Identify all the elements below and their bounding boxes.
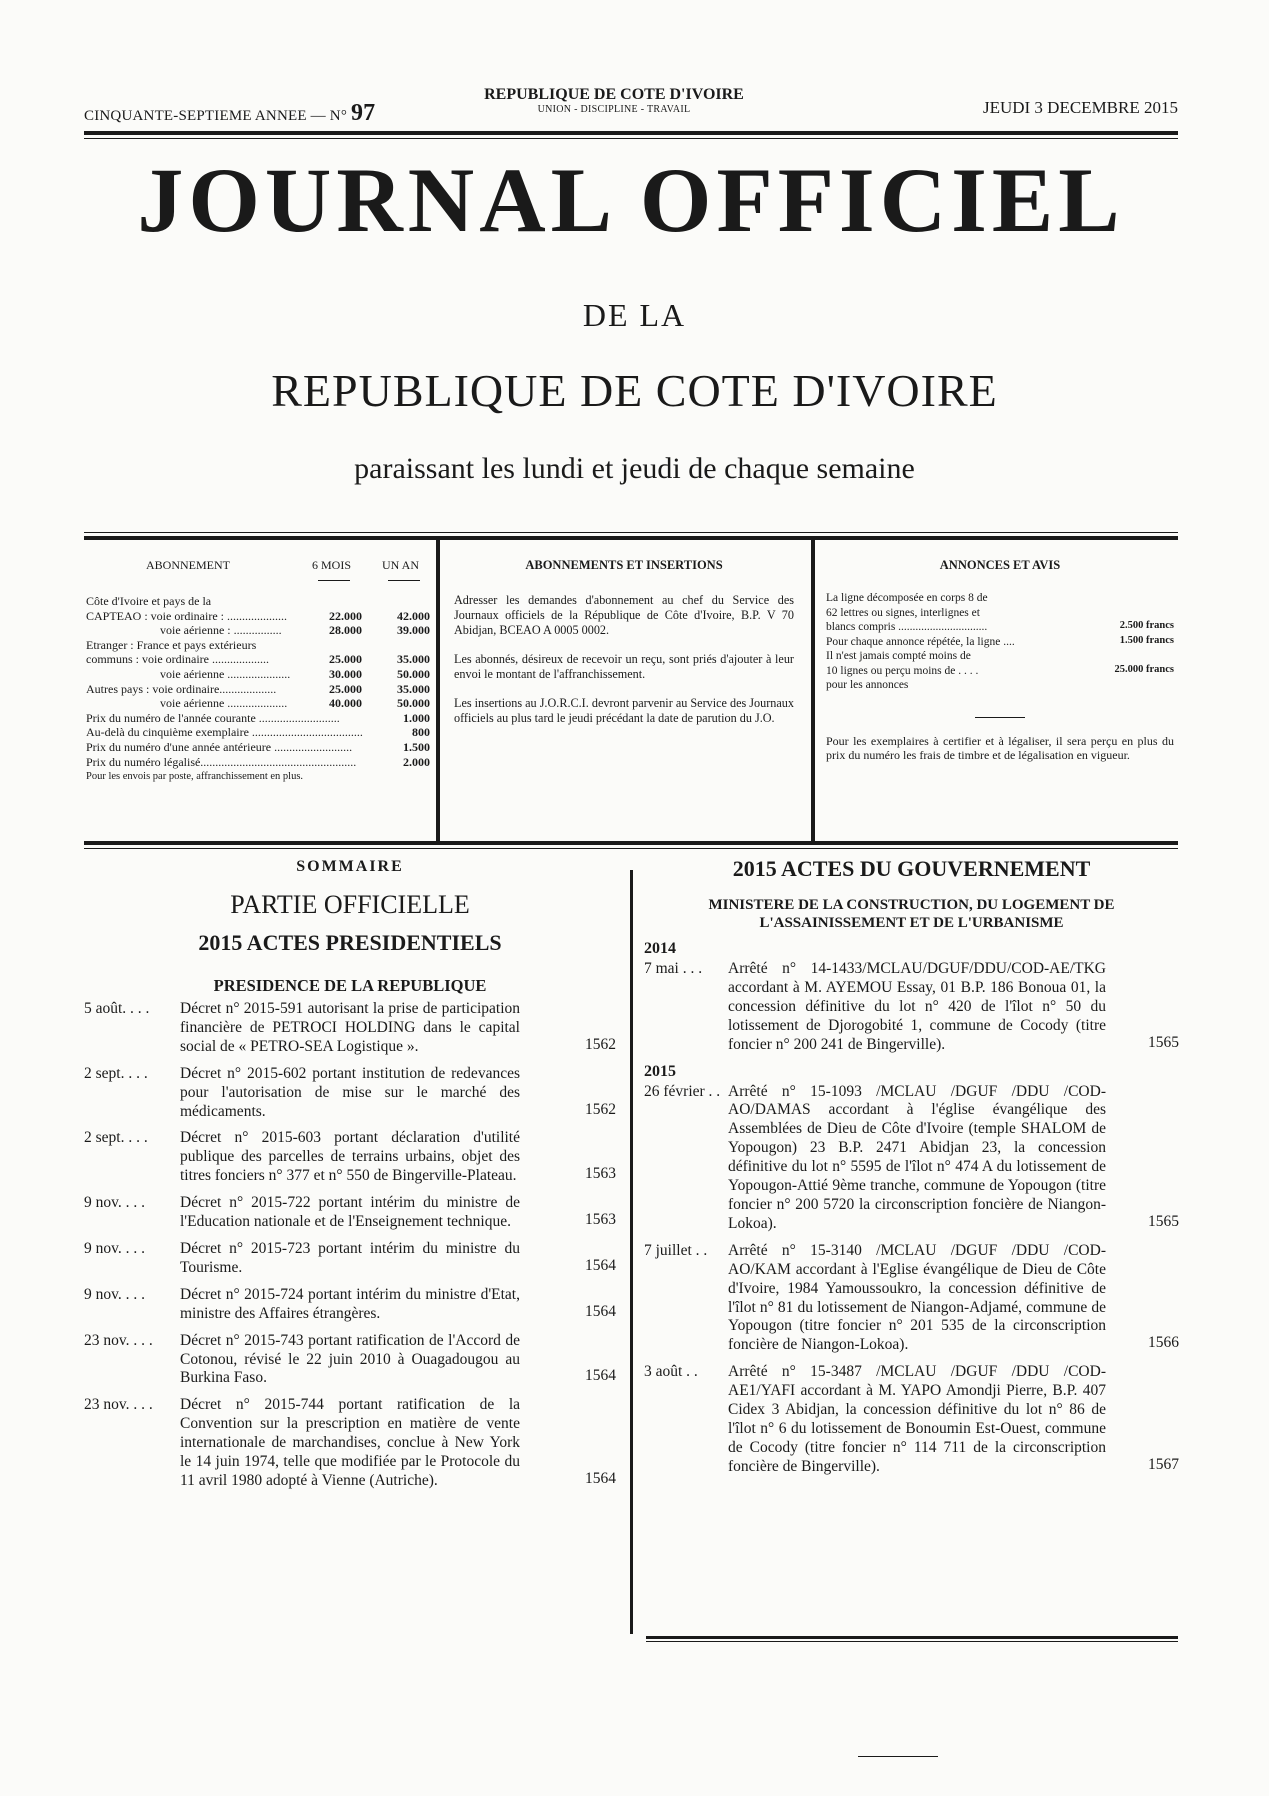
six-months-col: 6 MOIS	[312, 558, 352, 572]
abonnement-col-label: ABONNEMENT	[146, 558, 230, 572]
entry-date: 5 août. . . .	[84, 1000, 150, 1017]
entry-page-number: 1565	[1148, 1033, 1179, 1051]
entry-date: 23 nov. . . .	[84, 1331, 153, 1349]
column-divider	[630, 870, 633, 1634]
subscription-box	[84, 538, 1178, 841]
header-rule-thin	[84, 138, 1178, 139]
abonnement-row-label: Prix du numéro d'une année antérieure ..........................	[86, 739, 353, 754]
abonnement-row-one-year: 50.000	[397, 696, 430, 711]
annonce-rate-line	[826, 635, 1174, 650]
abonnement-row	[86, 711, 430, 726]
abonnement-row-one-year: 39.000	[397, 623, 430, 638]
abonnement-row	[86, 696, 430, 711]
abonnement-footnote: Pour les envois par poste, affranchissement en plus.	[86, 771, 304, 783]
sommaire-entry	[84, 1065, 616, 1122]
sommaire-title: SOMMAIRE	[296, 858, 404, 875]
abonnement-row-label: Prix du numéro de l'année courante ...........................	[86, 710, 340, 725]
title-de-la: DE LA	[582, 297, 687, 333]
annonce-rate-text: blancs compris ...............................	[826, 621, 988, 634]
entry-text: Décret n° 2015-744 portant ratification de la Convention sur la prescription en matière de vente internationale de marchandises, conclue à New York le 14 juin 1974, telle que modifiée par le Protocole du 11 avril 1980 adopté à Vienne (Autriche).	[180, 1396, 520, 1489]
abonnement-row-one-year: 800	[412, 725, 430, 740]
annonce-rate-price: 25.000 francs	[1114, 663, 1174, 675]
entry-date: 9 nov. . . .	[84, 1239, 145, 1257]
abonnement-row-six-months: 28.000	[329, 623, 362, 638]
entry-text: Arrêté n° 15-3140 /MCLAU /DGUF /DDU /COD-AO/KAM accordant à l'Eglise évangélique de Dieu de Côte d'Ivoire, 1984 Yamoussoukro, la concession définitive de l'îlot n° 81 du lotissement de Niangon-Adjamé, commune de Yopougon (titre foncier n° 201 535 de la circonscription foncière de Niangon-Lokoa).	[728, 1241, 1106, 1354]
annonce-rate-text: Il n'est jamais compté moins de	[826, 650, 971, 663]
entry-text: Décret n° 2015-722 portant intérim du ministre de l'Education nationale et de l'Enseignement technique.	[180, 1194, 520, 1231]
annonce-rate-line	[826, 591, 1174, 606]
entry-page-number: 1565	[1148, 1212, 1179, 1230]
state-name: REPUBLIQUE DE COTE D'IVOIRE	[484, 86, 744, 103]
abonnement-row	[86, 623, 430, 638]
issue-label	[84, 100, 375, 127]
entry-date: 3 août . .	[644, 1363, 698, 1381]
title-republique: REPUBLIQUE DE COTE D'IVOIRE	[271, 365, 998, 416]
abonnement-row-label: voie aérienne ....................	[160, 696, 288, 711]
entry-page-number: 1562	[585, 1100, 616, 1118]
sommaire-entry	[84, 1286, 616, 1324]
annonce-rate-line	[826, 649, 1174, 664]
abonnement-row-label: communs : voie ordinaire ...................	[86, 652, 269, 667]
annonce-rate-text: Pour chaque annonce répétée, la ligne ....	[826, 635, 1015, 648]
entry-text: Arrêté n° 15-1093 /MCLAU /DGUF /DDU /COD-AO/DAMAS accordant à l'église évangélique des Assemblées de Dieu de Côte d'Ivoire (temple SHALOM de Yopougon) 23 B.P. 2471 Abidjan 23, la concession définitive du lot n° 5595 de l'îlot n° 474 A du lotissement de Yopougon-Attié 9ème tranche, commune de Yopougon (titre foncier n° 200 5720 la circonscription foncière de Niangon-Lokoa).	[728, 1082, 1106, 1232]
state-motto: UNION - DISCIPLINE - TRAVAIL	[537, 104, 691, 115]
abonnement-row-label: Etranger : France et pays extérieurs	[86, 637, 257, 652]
entry-date: 23 nov. . . .	[84, 1396, 153, 1414]
abonnement-row-one-year: 2.000	[403, 754, 430, 769]
annonce-rate-line	[826, 664, 1174, 679]
entry-date: 7 mai . . .	[644, 960, 703, 977]
abonnement-row-one-year: 35.000	[397, 681, 430, 696]
annonce-rate-line	[826, 678, 1174, 693]
insertions-address	[454, 593, 794, 638]
insertions-heading: ABONNEMENTS ET INSERTIONS	[525, 558, 723, 572]
abonnement-row	[86, 652, 430, 667]
entry-page-number: 1566	[1148, 1334, 1179, 1352]
issue-date: JEUDI 3 DECEMBRE 2015	[982, 98, 1178, 117]
sommaire-entry	[644, 1242, 1179, 1355]
annonces-column	[826, 558, 1174, 763]
entry-date: 2 sept. . . .	[84, 1064, 148, 1082]
sommaire-entry	[84, 1000, 616, 1057]
annonce-rate-line	[826, 606, 1174, 621]
abonnement-rows	[86, 609, 430, 770]
insertions-deadline: Les insertions au J.O.R.C.I. devront parvenir au Service des Journaux officiels au plus tard le jeudi précédant la date de parution du J.O.	[454, 695, 794, 725]
entry-date: 9 nov. . . .	[84, 1285, 145, 1303]
abonnement-row-one-year: 35.000	[397, 652, 430, 667]
abonnement-row-label: CAPTEAO : voie ordinaire : ....................	[86, 608, 287, 623]
entry-text: Décret n° 2015-724 portant intérim du ministre d'Etat, ministre des Affaires étrangères.	[180, 1285, 520, 1322]
presidential-entries	[84, 1000, 616, 1491]
entry-page-number: 1564	[585, 1469, 616, 1487]
abonnement-row-six-months: 25.000	[329, 652, 362, 667]
annonce-rate-text: 62 lettres ou signes, interlignes et	[826, 606, 980, 619]
box-top-rule-thin	[84, 532, 1178, 533]
entry-page-number: 1564	[585, 1302, 616, 1320]
header-rule	[84, 131, 1178, 135]
entry-text: Arrêté n° 14-1433/MCLAU/DGUF/DDU/COD-AE/TKG accordant à M. AYEMOU Essay, 01 B.P. 186 Bonoua 01, la concession définitive du lot n° 420 de l'îlot n° 50 du lotissement de Djorogobité 1, commune de Cocody (titre foncier n° 200 241 de Bingerville).	[728, 960, 1106, 1053]
entry-page-number: 1563	[585, 1165, 616, 1183]
presidence-heading: PRESIDENCE DE LA REPUBLIQUE	[213, 976, 487, 995]
insertions-column	[454, 558, 794, 739]
abonnement-row	[86, 755, 430, 770]
abonnement-intro: Côte d'Ivoire et pays de la	[86, 594, 212, 608]
abonnement-row-one-year: 42.000	[397, 608, 430, 623]
sommaire-column	[84, 858, 616, 1499]
journal-title: JOURNAL OFFICIEL	[137, 149, 1125, 251]
abonnement-row	[86, 740, 430, 755]
abonnement-row-one-year: 50.000	[397, 667, 430, 681]
entry-text: Décret n° 2015-743 portant ratification de l'Accord de Cotonou, révisé le 22 juin 2010 à Ouagadougou au Burkina Faso.	[180, 1331, 520, 1387]
sommaire-entry	[644, 1083, 1179, 1234]
abonnement-row-one-year: 1.000	[403, 710, 430, 725]
page-end-mark	[858, 1756, 938, 1757]
annonce-rate-text: La ligne décomposée en corps 8 de	[826, 592, 988, 605]
abonnement-row-label: Prix du numéro légalisé....................................................	[86, 754, 357, 769]
entry-page-number: 1562	[585, 1035, 616, 1053]
box-bottom-rule	[84, 841, 1178, 845]
year-2015: 2015	[644, 1062, 676, 1080]
annonce-rate-line	[826, 620, 1174, 635]
actes-presidentiels: 2015 ACTES PRESIDENTIELS	[198, 930, 502, 955]
abonnement-row	[86, 725, 430, 740]
entry-text: Décret n° 2015-602 portant institution de redevances pour l'autorisation de mise sur le marché des médicaments.	[180, 1064, 520, 1120]
partie-officielle: PARTIE OFFICIELLE	[230, 890, 470, 919]
abonnement-row-six-months: 40.000	[329, 696, 362, 711]
abonnement-header	[86, 558, 430, 594]
abonnement-row-six-months: 30.000	[329, 667, 362, 681]
abonnement-row-label: Autres pays : voie ordinaire...................	[86, 681, 277, 696]
box-bottom-rule-thin	[84, 848, 1178, 849]
six-months-underline	[318, 580, 350, 581]
sommaire-entry	[84, 1194, 616, 1232]
entry-text: Décret n° 2015-723 portant intérim du ministre du Tourisme.	[180, 1239, 520, 1276]
year-label: CINQUANTE-SEPTIEME ANNEE — N°	[84, 108, 348, 124]
end-rule-thin	[646, 1641, 1178, 1642]
actes-gouvernement: 2015 ACTES DU GOUVERNEMENT	[732, 856, 1091, 881]
gouvernement-column	[644, 858, 1179, 1485]
sommaire-entry	[84, 1129, 616, 1186]
entry-date: 2 sept. . . .	[84, 1129, 148, 1147]
entry-page-number: 1563	[585, 1211, 616, 1229]
annonce-rate-price: 2.500 francs	[1119, 620, 1174, 632]
box-divider-1	[436, 538, 440, 841]
abonnement-row-label: Au-delà du cinquième exemplaire .....................................	[86, 725, 363, 740]
sommaire-entry	[644, 960, 1179, 1055]
entry-text: Décret n° 2015-591 autorisant la prise de participation financière de PETROCI HOLDING dans le capital social de « PETRO-SEA Logistique ».	[180, 1000, 520, 1055]
annonce-rate-text: pour les annonces	[826, 679, 909, 692]
gouvernement-entries-2015	[644, 1083, 1179, 1477]
issue-header	[84, 86, 1178, 126]
year-2014: 2014	[644, 940, 676, 957]
insertions-address-text: Adresser les demandes d'abonnement au chef du Service des Journaux officiels de la République de Côte d'Ivoire, B.P. V 70 Abidjan, BCEAO A 0005 0002.	[454, 593, 794, 637]
annonces-heading: ANNONCES ET AVIS	[939, 558, 1061, 572]
entry-date: 7 juillet . .	[644, 1241, 708, 1259]
one-year-col: UN AN	[382, 558, 420, 572]
entry-page-number: 1564	[585, 1256, 616, 1274]
abonnement-table	[86, 558, 430, 784]
abonnement-row-one-year: 1.500	[403, 739, 430, 754]
one-year-underline	[388, 580, 420, 581]
annonces-rates	[826, 591, 1174, 693]
publication-frequency: paraissant les lundi et jeudi de chaque semaine	[354, 452, 915, 485]
entry-date: 9 nov. . . .	[84, 1194, 145, 1212]
abonnement-row-label: voie aérienne : ................	[160, 623, 282, 638]
abonnement-row-label: voie aérienne .....................	[160, 667, 291, 681]
ministere-heading: MINISTERE DE LA CONSTRUCTION, DU LOGEMENT DE L'ASSAINISSEMENT ET DE L'URBANISME	[708, 897, 1115, 931]
insertions-receipt: Les abonnés, désireux de recevoir un reçu, sont priés d'ajouter à leur envoi le montant de l'affranchissement.	[454, 651, 794, 681]
abonnement-row	[86, 638, 430, 653]
sommaire-entry	[84, 1332, 616, 1389]
issue-number: 97	[350, 100, 376, 126]
entry-page-number: 1564	[585, 1367, 616, 1385]
box-divider-2	[811, 538, 815, 841]
sommaire-entry	[84, 1396, 616, 1491]
state-heading	[464, 86, 764, 115]
annonces-certification: Pour les exemplaires à certifier et à légaliser, il sera perçu en plus du prix du numéro les frais de timbre et de légalisation en vigueur.	[826, 733, 1174, 763]
annonces-divider	[975, 717, 1025, 718]
annonce-rate-price: 1.500 francs	[1119, 634, 1174, 646]
sommaire-entry	[84, 1240, 616, 1278]
end-rule	[646, 1636, 1178, 1639]
entry-page-number: 1567	[1148, 1455, 1179, 1473]
sommaire-entry	[644, 1363, 1179, 1476]
gouvernement-entries-2014	[644, 960, 1179, 1055]
abonnement-row-six-months: 22.000	[329, 608, 362, 623]
abonnement-row	[86, 609, 430, 624]
entry-date: 26 février . .	[644, 1082, 721, 1100]
abonnement-row-six-months: 25.000	[329, 681, 362, 696]
abonnement-row	[86, 682, 430, 697]
abonnement-row	[86, 667, 430, 682]
entry-text: Décret n° 2015-603 portant déclaration d'utilité publique des parcelles de terrains urbains, objet des titres fonciers n° 377 et n° 550 de Bingerville-Plateau.	[180, 1129, 520, 1185]
annonce-rate-text: 10 lignes ou perçu moins de . . . .	[826, 664, 979, 677]
entry-text: Arrêté n° 15-3487 /MCLAU /DGUF /DDU /COD-AE1/YAFI accordant à M. YAPO Amondji Pierre, B.P. 407 Cidex 3 Abidjan, la concession définitive du lot n° 86 de l'îlot n° 6 du lotissement de Bonoumin Est-Ouest, commune de Cocody (titre foncier n° 114 711 de la circonscription foncière de Bingerville).	[728, 1363, 1106, 1475]
